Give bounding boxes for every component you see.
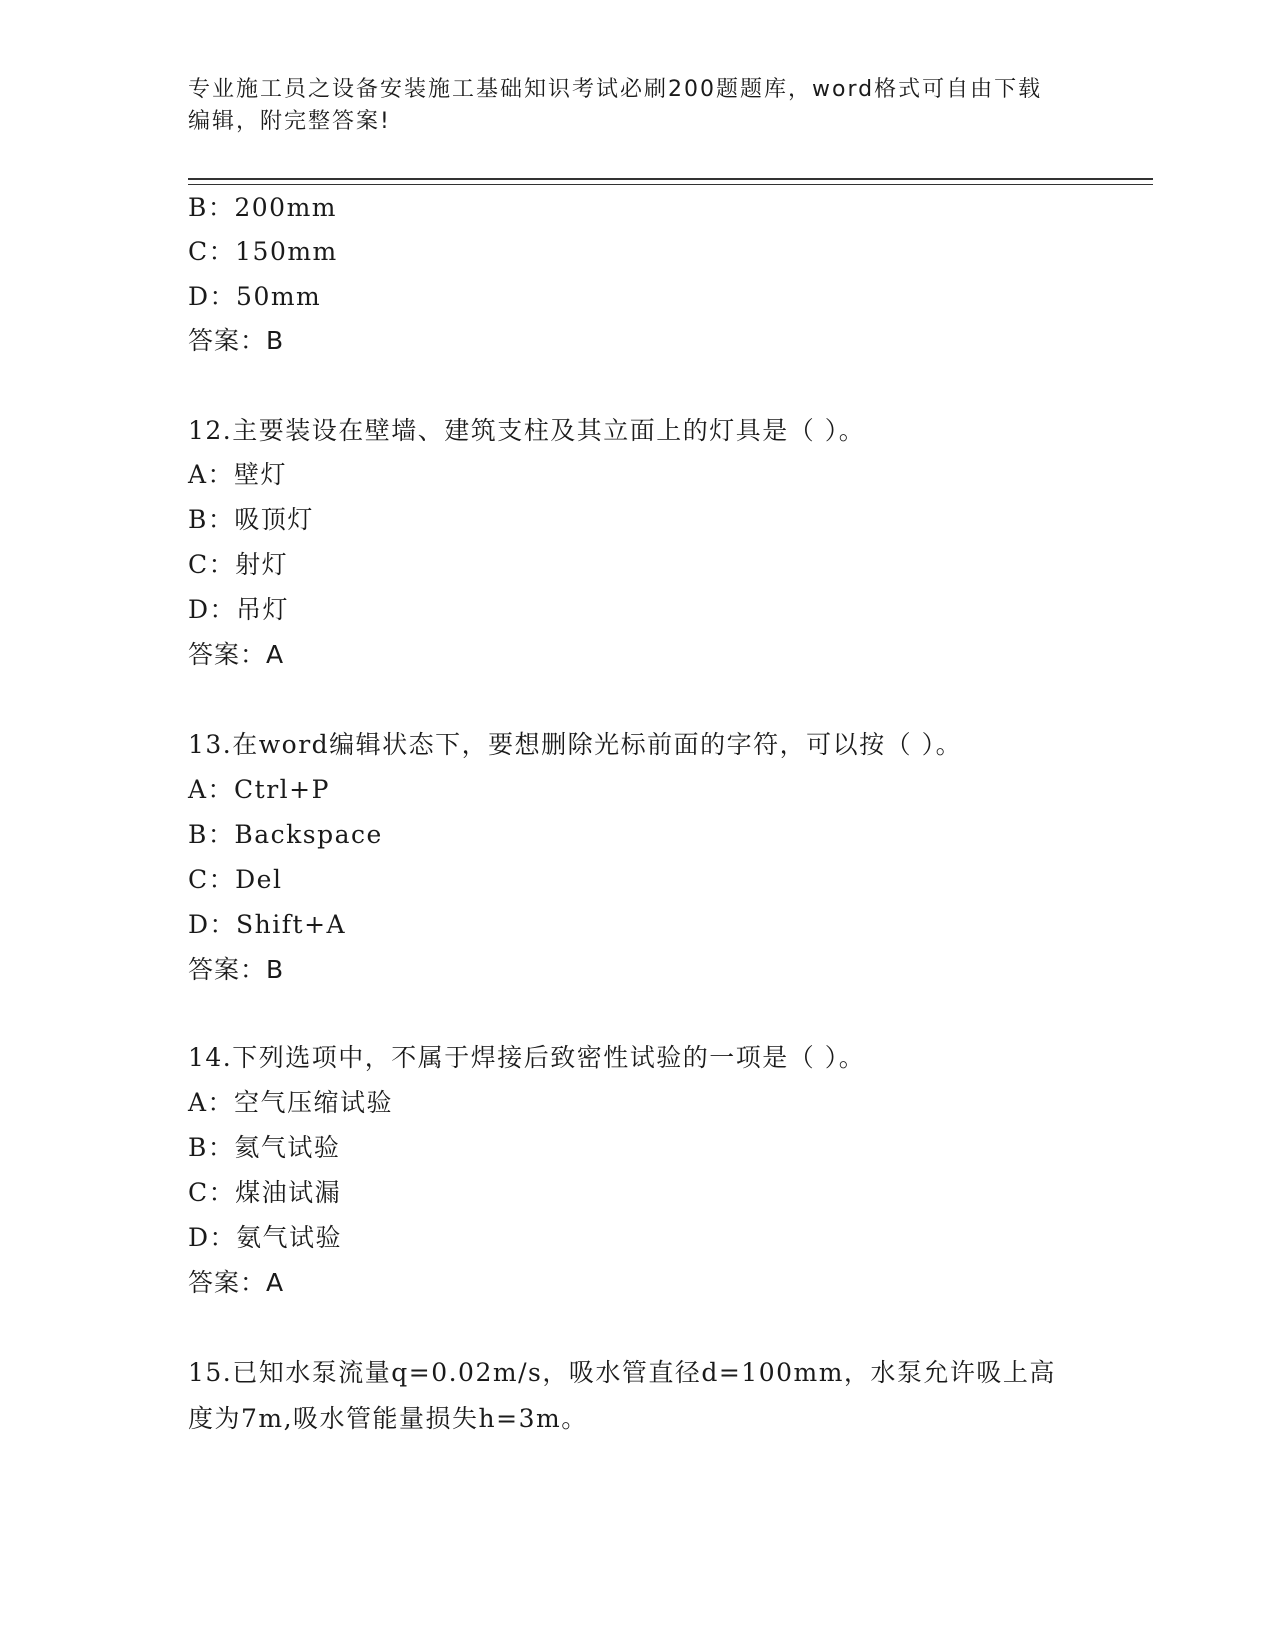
- q11-option-c: C：150mm: [188, 237, 338, 266]
- q12-answer: 答案：A: [188, 640, 285, 669]
- q12-option-c: C：射灯: [188, 550, 289, 579]
- q14-question: 14.下列选项中，不属于焊接后致密性试验的一项是（ ）。: [188, 1043, 866, 1072]
- document-header: [188, 74, 1088, 138]
- q12-option-a: A：壁灯: [188, 460, 288, 489]
- q12-option-b: B：吸顶灯: [188, 505, 314, 534]
- header-divider-thin: [188, 184, 1153, 185]
- q13-option-b: B：Backspace: [188, 820, 383, 849]
- q14-answer: 答案：A: [188, 1268, 285, 1297]
- q12-option-d: D：吊灯: [188, 595, 290, 624]
- q12-question: 12.主要装设在壁墙、建筑支柱及其立面上的灯具是（ ）。: [188, 416, 866, 445]
- q14-option-b: B：氦气试验: [188, 1133, 341, 1162]
- q14-option-a: A：空气压缩试验: [188, 1088, 394, 1117]
- q14-option-c: C：煤油试漏: [188, 1178, 342, 1207]
- q13-option-c: C：Del: [188, 865, 283, 894]
- q13-answer: 答案：B: [188, 955, 285, 984]
- q13-question: 13.在word编辑状态下，要想删除光标前面的字符，可以按（ ）。: [188, 730, 963, 759]
- q13-option-d: D：Shift+A: [188, 910, 347, 939]
- q13-option-a: A：Ctrl+P: [188, 775, 330, 804]
- q15-question-line-1: 15.已知水泵流量q=0.02m/s，吸水管直径d=100mm，水泵允许吸上高: [188, 1358, 1056, 1387]
- q11-option-d: D：50mm: [188, 282, 322, 311]
- q11-answer: 答案：B: [188, 326, 285, 355]
- q15-question-line-2: 度为7m,吸水管能量损失h=3m。: [188, 1404, 588, 1433]
- q14-option-d: D：氨气试验: [188, 1223, 343, 1252]
- header-title-line-1: 专业施工员之设备安装施工基础知识考试必刷200题题库，word格式可自由下载: [188, 77, 1043, 102]
- q11-option-b: B：200mm: [188, 193, 338, 222]
- header-title-line-2: 编辑，附完整答案!: [188, 109, 391, 134]
- header-divider-thick: [188, 178, 1153, 180]
